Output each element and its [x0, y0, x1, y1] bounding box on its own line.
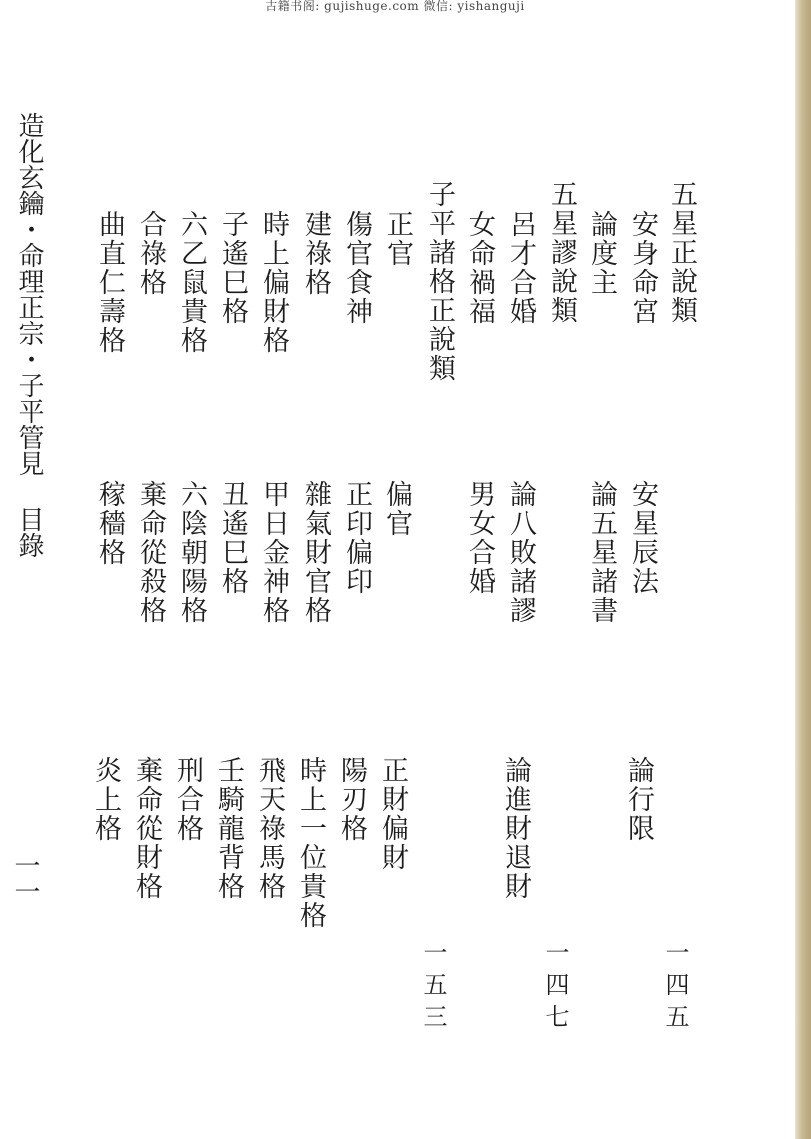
- toc-entry: 時上偏財格: [258, 210, 289, 355]
- toc-entry: 炎上格: [90, 756, 121, 843]
- toc-entry: 建祿格: [300, 210, 331, 297]
- toc-entry: 正財偏財: [377, 756, 408, 872]
- folio: 一一: [10, 852, 40, 904]
- toc-entry: 論八敗諸謬: [505, 480, 536, 625]
- toc-entry: 稼穡格: [94, 480, 125, 567]
- toc-entry: 安星辰法: [627, 480, 658, 596]
- toc-entry: 五星正說類: [666, 180, 697, 325]
- toc-entry: 論五星諸書: [586, 480, 617, 625]
- toc-entry: 刑合格: [172, 756, 203, 843]
- toc-entry: 丑遙巳格: [217, 480, 248, 596]
- toc-entry: 時上一位貴格: [295, 756, 326, 930]
- page-edge-strip: [795, 0, 811, 1139]
- toc-entry: 合祿格: [135, 210, 166, 297]
- running-head: 造化玄鑰・命理正宗・子平管見 目錄: [14, 112, 44, 558]
- toc-entry: 雜氣財官格: [300, 480, 331, 625]
- page-reference: 一四五: [661, 940, 689, 1036]
- toc-entry: 論度主: [586, 210, 617, 297]
- toc-entry: 安身命宮: [627, 210, 658, 326]
- toc-entry: 五星謬說類: [546, 180, 577, 325]
- toc-entry: 論行限: [623, 756, 654, 843]
- toc-entry: 男女合婚: [464, 480, 495, 596]
- toc-entry: 女命禍福: [464, 210, 495, 326]
- page-reference: 一四七: [541, 940, 569, 1036]
- toc-entry: 棄命從財格: [131, 756, 162, 901]
- toc-entry: 六乙鼠貴格: [176, 210, 207, 355]
- toc-entry: 子平諸格正說類: [424, 180, 455, 383]
- toc-entry: 甲日金神格: [258, 480, 289, 625]
- page-reference: 一五三: [419, 940, 447, 1036]
- toc-entry: 呂才合婚: [505, 210, 536, 326]
- watermark: 古籍书阁: gujishuge.com 微信: yishanguji: [265, 0, 525, 13]
- toc-entry: 棄命從殺格: [135, 480, 166, 625]
- toc-entry: 壬騎龍背格: [213, 756, 244, 901]
- toc-entry: 飛天祿馬格: [254, 756, 285, 901]
- toc-entry: 正印偏印: [341, 480, 372, 596]
- toc-entry: 子遙巳格: [217, 210, 248, 326]
- toc-entry: 論進財退財: [500, 756, 531, 901]
- toc-entry: 曲直仁壽格: [94, 210, 125, 355]
- toc-entry: 六陰朝陽格: [176, 480, 207, 625]
- toc-entry: 正官: [382, 210, 413, 268]
- toc-entry: 陽刃格: [336, 756, 367, 843]
- toc-entry: 傷官食神: [341, 210, 372, 326]
- toc-entry: 偏官: [381, 480, 412, 538]
